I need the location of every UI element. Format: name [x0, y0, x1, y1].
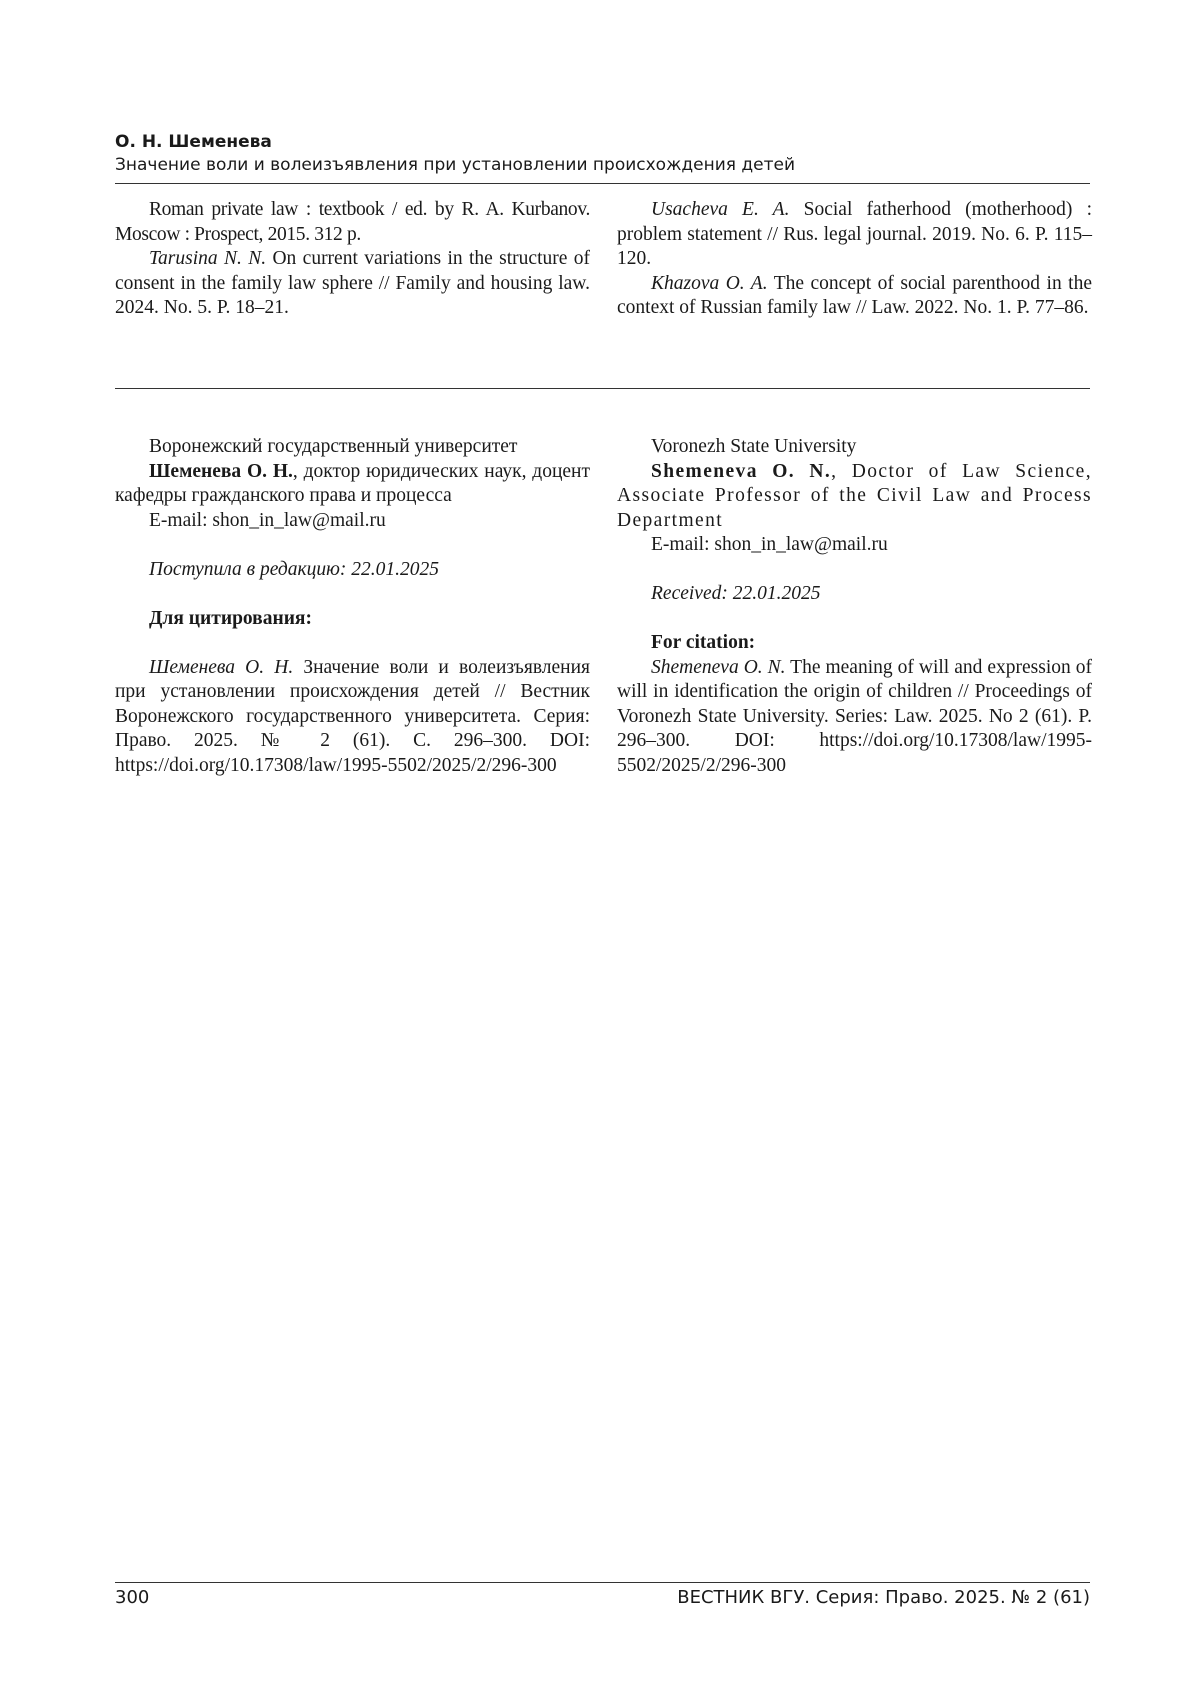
citation-heading: For citation: [617, 631, 1092, 656]
university-name: Voronezh State University [617, 435, 1092, 460]
running-footer [115, 1587, 1090, 1609]
author-email: E-mail: shon_in_law@mail.ru [115, 509, 590, 534]
author-name: Shemeneva O. N. [651, 461, 831, 482]
received-date: Поступила в редакцию: 22.01.2025 [115, 558, 590, 583]
citation-text: Шеменева О. Н. Значение воли и волеизъявления при установлении происхождения детей // Вестник Воронежского государственного университета. Серия: Право. 2025. № 2 (61). С. 296–300. DOI: https://doi.org/10.17308/law/1995-5502/2025/2/296-300 [115, 656, 590, 779]
affiliation-ru-column [115, 435, 590, 778]
reference-author: Usacheva E. A. [651, 199, 789, 220]
running-header [115, 131, 1090, 177]
university-name: Воронежский государственный университет [115, 435, 590, 460]
section-rule [115, 388, 1090, 389]
reference-item: Roman private law : textbook / ed. by R. A. Kurbanov. Moscow : Prospect, 2015. 312 p. [115, 198, 590, 247]
citation-text: Shemeneva O. N. The meaning of will and expression of will in identification the origin of children // Proceedings of Voronezh State University. Series: Law. 2025. No 2 (61). P. 296–300. DOI: https://doi.org/10.17308/law/1995-5502/2025/2/296-300 [617, 656, 1092, 779]
affiliation-en-column [617, 435, 1092, 778]
reference-item: Khazova O. A. The concept of social parenthood in the context of Russian family law // Law. 2022. No. 1. P. 77–86. [617, 272, 1092, 321]
reference-item: Tarusina N. N. On current variations in the structure of consent in the family law sphere // Family and housing law. 2024. No. 5. P. 18–21. [115, 247, 590, 321]
references-left-column [115, 198, 590, 321]
citation-heading: Для цитирования: [115, 607, 590, 632]
running-header-author: О. Н. Шеменева [115, 131, 1090, 153]
reference-author: Tarusina N. N. [149, 248, 266, 269]
journal-name: ВЕСТНИК ВГУ. Серия: Право. 2025. № 2 (61) [677, 1587, 1090, 1609]
citation-author: Shemeneva O. N. [651, 657, 786, 678]
author-email: E-mail: shon_in_law@mail.ru [617, 533, 1092, 558]
reference-item: Usacheva E. A. Social fatherhood (motherhood) : problem statement // Rus. legal journal. 2019. No. 6. P. 115–120. [617, 198, 1092, 272]
author-info: Шеменева О. Н., доктор юридических наук, доцент кафедры гражданского права и процесса [115, 460, 590, 509]
author-name: Шеменева О. Н. [149, 461, 293, 482]
received-date: Received: 22.01.2025 [617, 582, 1092, 607]
header-rule [115, 183, 1090, 184]
author-info: Shemeneva O. N., Doctor of Law Science, Associate Professor of the Civil Law and Process Department [617, 460, 1092, 534]
page-number: 300 [115, 1587, 149, 1609]
reference-author: Khazova O. A. [651, 273, 768, 294]
running-header-title: Значение воли и волеизъявления при установлении происхождения детей [115, 153, 1090, 177]
references-right-column [617, 198, 1092, 321]
footer-rule [115, 1582, 1090, 1583]
citation-author: Шеменева О. Н. [149, 657, 293, 678]
